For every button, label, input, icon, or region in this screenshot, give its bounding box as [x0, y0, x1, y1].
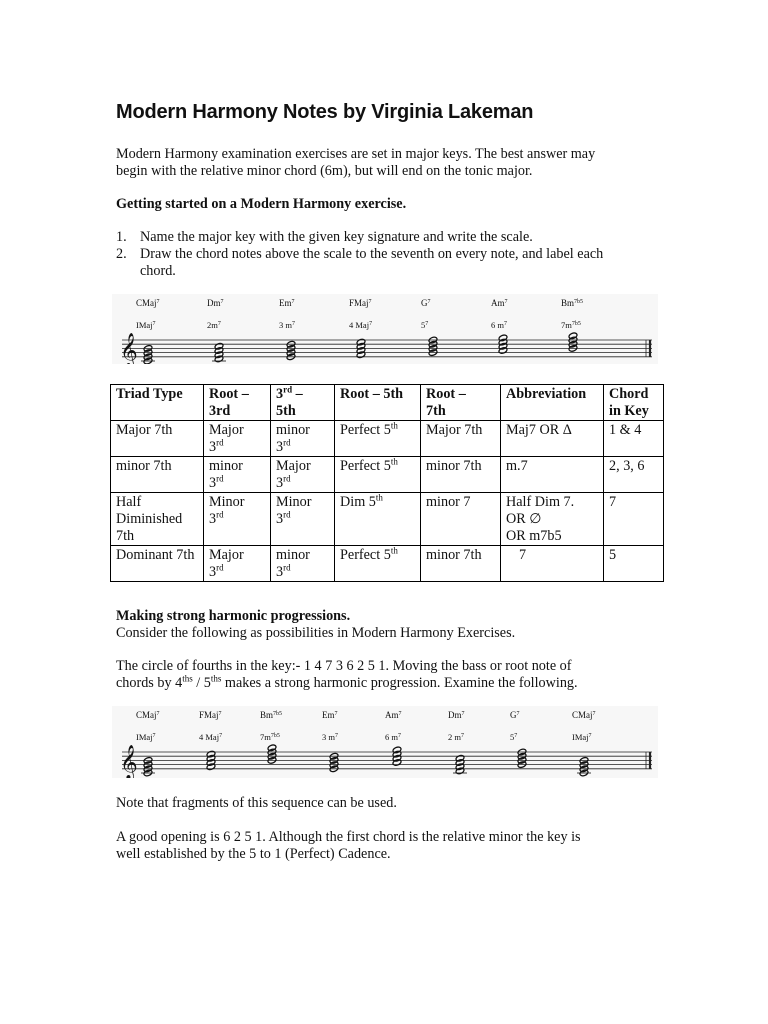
- chord-name: $Bm^{7b5}$: [561, 298, 584, 308]
- chord-name: Dm$^7$: [448, 710, 465, 720]
- intro-line: begin with the relative minor chord (6m), but will end on the tonic major.: [116, 163, 533, 179]
- chord-name: Em$^7$: [279, 298, 295, 308]
- chord-staff-1: [112, 294, 658, 364]
- cell-triad-type: minor 7th: [111, 457, 204, 493]
- cell-root-7th: Major 7th: [421, 421, 501, 457]
- chord-name: Dm$^7$: [207, 298, 224, 308]
- cell-chord-in-key: 7: [604, 493, 664, 546]
- chord-type-table: [110, 384, 664, 582]
- cell-root-3rd: Minor 3rd: [204, 493, 271, 546]
- cell-root-3rd: Major 3rd: [204, 546, 271, 582]
- list-item: [116, 229, 656, 246]
- paragraph-line: well established by the 5 to 1 (Perfect) Cadence.: [116, 846, 391, 862]
- chord-degree: 3 $m^7$: [322, 732, 338, 742]
- chord-degree: $5^7$: [510, 732, 518, 742]
- steps-list: [116, 229, 656, 280]
- table-row: [111, 421, 664, 457]
- chord-staff-2: [112, 706, 658, 778]
- cell-root-3rd: minor 3rd: [204, 457, 271, 493]
- list-text: Name the major key with the given key signature and write the scale.: [140, 229, 533, 245]
- cell-root-5th: Perfect 5th: [335, 457, 421, 493]
- cell-abbreviation: Maj7 OR Δ: [501, 421, 604, 457]
- cell-triad-type: Major 7th: [111, 421, 204, 457]
- chord-name: $Bm^{7b5}$: [260, 710, 283, 720]
- chord-name: Am$^7$: [491, 298, 508, 308]
- chord-degree: IMaj$^7$: [136, 732, 156, 742]
- cell-chord-in-key: 2, 3, 6: [604, 457, 664, 493]
- cell-3rd-5th: Major 3rd: [271, 457, 335, 493]
- col-header-3rd-5th: 3rd – 5th: [271, 385, 335, 421]
- chord-name: CMaj$^7$: [136, 710, 160, 720]
- cell-3rd-5th: minor 3rd: [271, 546, 335, 582]
- treble-clef-icon: 𝄞: [120, 745, 138, 778]
- cell-abbreviation: 7: [501, 546, 604, 582]
- getting-started-heading: Getting started on a Modern Harmony exercise.: [116, 196, 407, 212]
- chord-name: Em$^7$: [322, 710, 338, 720]
- col-header-root-5th: Root – 5th: [335, 385, 421, 421]
- chord-name: $G^7$: [421, 298, 431, 308]
- progressions-heading: Making strong harmonic progressions.: [116, 608, 351, 624]
- treble-clef-icon: 𝄞: [120, 333, 138, 364]
- cell-root-5th: Perfect 5th: [335, 546, 421, 582]
- cell-root-7th: minor 7th: [421, 546, 501, 582]
- staff-labels: [136, 298, 583, 330]
- table-header-row: [111, 385, 664, 421]
- col-header-root-7th: Root – 7th: [421, 385, 501, 421]
- paragraph-line: A good opening is 6 2 5 1. Although the first chord is the relative minor the key is: [116, 829, 581, 845]
- paragraph-line: The circle of fourths in the key:- 1 4 7 3 6 2 5 1. Moving the bass or root note of: [116, 658, 572, 674]
- cell-chord-in-key: 1 & 4: [604, 421, 664, 457]
- col-header-root-3rd: Root – 3rd: [204, 385, 271, 421]
- chord-name: FMaj$^7$: [349, 298, 372, 308]
- staff-labels: [136, 710, 596, 742]
- col-header-chord-in-key: Chord in Key: [604, 385, 664, 421]
- chord-degree: $2m^7$: [207, 320, 221, 330]
- chord-degree: 4 Maj$^7$: [349, 320, 373, 330]
- chord-degree: 6 $m^7$: [491, 320, 507, 330]
- list-number: 2.: [116, 246, 127, 262]
- chord-degree: 6 $m^7$: [385, 732, 401, 742]
- chord-degree: IMaj$^7$: [572, 732, 592, 742]
- cell-root-7th: minor 7th: [421, 457, 501, 493]
- chord-degree: 2 $m^7$: [448, 732, 464, 742]
- paragraph-line: chords by $4^{ths} / 5^{ths}$ makes a strong harmonic progression. Examine the following.: [116, 673, 578, 691]
- cell-root-3rd: Major 3rd: [204, 421, 271, 457]
- cell-root-7th: minor 7: [421, 493, 501, 546]
- cell-root-5th: Dim 5th: [335, 493, 421, 546]
- cell-triad-type: Half Diminished 7th: [111, 493, 204, 546]
- cell-triad-type: Dominant 7th: [111, 546, 204, 582]
- chord-degree: 3 $m^7$: [279, 320, 295, 330]
- table-row: [111, 457, 664, 493]
- cell-abbreviation: m.7: [501, 457, 604, 493]
- chord-name: CMaj$^7$: [136, 298, 160, 308]
- cell-chord-in-key: 5: [604, 546, 664, 582]
- cell-root-5th: Perfect 5th: [335, 421, 421, 457]
- staff-graphic: [112, 294, 658, 364]
- cell-3rd-5th: minor 3rd: [271, 421, 335, 457]
- list-text: chord.: [140, 263, 176, 279]
- intro-line: Modern Harmony examination exercises are set in major keys. The best answer may: [116, 146, 596, 162]
- circle-of-fourths-paragraph: [116, 658, 656, 692]
- col-header-triad-type: Triad Type: [111, 385, 204, 421]
- chord-name: Am$^7$: [385, 710, 402, 720]
- intro-paragraph: [116, 146, 656, 180]
- chord-degree: $7m^{7b5}$: [260, 732, 280, 742]
- cell-abbreviation: Half Dim 7. OR ∅ OR m7b5: [501, 493, 604, 546]
- cell-3rd-5th: Minor 3rd: [271, 493, 335, 546]
- list-item: [116, 246, 656, 280]
- table-row: [111, 493, 664, 546]
- progressions-intro: Consider the following as possibilities in Modern Harmony Exercises.: [116, 625, 516, 641]
- chord-degree: IMaj$^7$: [136, 320, 156, 330]
- document-title: Modern Harmony Notes by Virginia Lakeman: [116, 101, 534, 123]
- chord-degree: $5^7$: [421, 320, 429, 330]
- table-row: [111, 546, 664, 582]
- list-number: 1.: [116, 229, 127, 245]
- opening-paragraph: [116, 829, 656, 863]
- chord-degree: 4 Maj$^7$: [199, 732, 223, 742]
- chord-name: FMaj$^7$: [199, 710, 222, 720]
- chord-name: $G^7$: [510, 710, 520, 720]
- chord-name: CMaj$^7$: [572, 710, 596, 720]
- staff-graphic: [112, 706, 658, 778]
- list-text: Draw the chord notes above the scale to the seventh on every note, and label each: [140, 246, 604, 262]
- chord-degree: $7m^{7b5}$: [561, 320, 581, 330]
- col-header-abbreviation: Abbreviation: [501, 385, 604, 421]
- fragments-note: Note that fragments of this sequence can be used.: [116, 795, 397, 811]
